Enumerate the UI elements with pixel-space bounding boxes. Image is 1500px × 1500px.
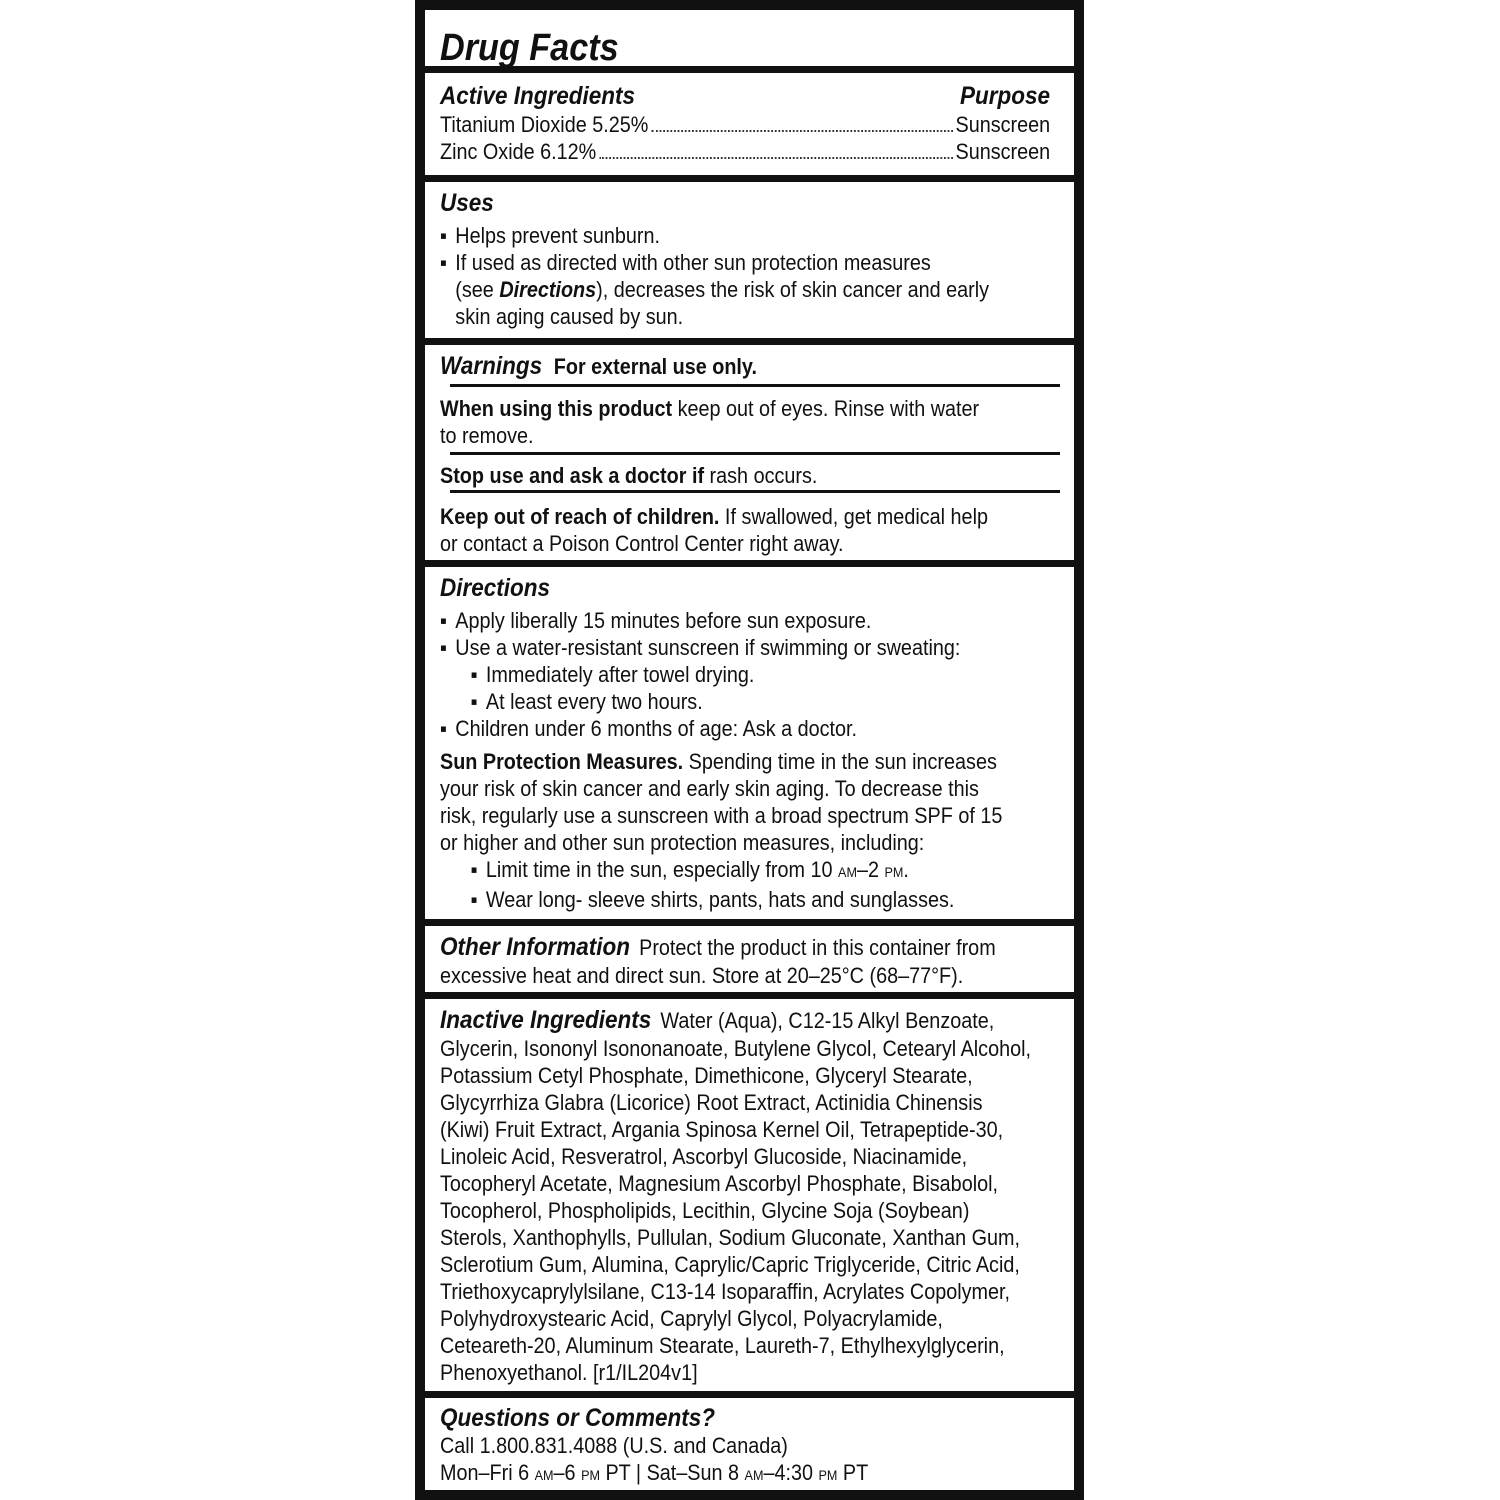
ingredient-name: Zinc Oxide 6.12%	[440, 139, 597, 164]
directions-section	[425, 567, 1074, 919]
active-ingredients-heading: Active Ingredients	[440, 82, 636, 110]
list-item: ▪ If used as directed with other sun protection measures (see Directions), decreases the risk of skin cancer and early skin aging caused by sun.	[440, 249, 1000, 330]
list-item: ▪ Limit time in the sun, especially from 10 AM–2 PM.	[440, 856, 1000, 886]
list-item: ▪ Wear long- sleeve shirts, pants, hats and sunglasses.	[440, 886, 1000, 913]
keep-out-of-reach-warning: Keep out of reach of children. If swallowed, get medical help or contact a Poison Control Center right away.	[440, 504, 988, 556]
list-item: ▪ Use a water-resistant sunscreen if swimming or sweating:	[440, 634, 1000, 661]
warnings-heading: Warnings	[440, 352, 543, 380]
phone-number: Call 1.800.831.4088 (U.S. and Canada)	[440, 1433, 788, 1458]
ingredient-purpose: Sunscreen	[955, 112, 1051, 137]
inactive-ingredients-heading: Inactive Ingredients	[440, 1006, 652, 1034]
other-information-heading: Other Information	[440, 933, 630, 961]
other-information-text: Other Information Protect the product in this container from excessive heat and direct sun. Store at 20–25°C (68–77°F).	[440, 933, 996, 988]
inactive-ingredients-section	[425, 999, 1074, 1391]
active-ingredient-row	[440, 111, 1050, 138]
active-ingredient-row	[440, 138, 1050, 165]
ingredient-purpose: Sunscreen	[955, 139, 1051, 164]
directions-heading: Directions	[440, 574, 551, 602]
list-item: ▪ Helps prevent sunburn.	[440, 222, 1000, 249]
list-item: ▪ Immediately after towel drying.	[440, 661, 1000, 688]
when-using-warning: When using this product keep out of eyes. Rinse with water to remove.	[440, 396, 980, 448]
purpose-heading: Purpose	[959, 82, 1050, 110]
warnings-section	[425, 345, 1074, 560]
hours: Mon–Fri 6 AM–6 PM PT | Sat–Sun 8 AM–4:30 PM PT	[440, 1460, 869, 1485]
questions-heading: Questions or Comments?	[440, 1404, 716, 1432]
sun-protection-measures: Sun Protection Measures. Spending time in the sun increases your risk of skin cancer and early skin aging. To decrease this risk, regularly use a sunscreen with a broad spectrum SPF of 15 or higher and other sun protection measures, including:	[440, 749, 1003, 855]
title-section	[425, 10, 1074, 69]
external-use-note: For external use only.	[553, 354, 757, 379]
divider	[450, 452, 1060, 455]
questions-section	[425, 1398, 1074, 1490]
stop-use-warning: Stop use and ask a doctor if rash occurs.	[440, 463, 818, 488]
uses-section	[425, 182, 1074, 338]
list-item: ▪ Apply liberally 15 minutes before sun exposure.	[440, 607, 1000, 634]
page-title: Drug Facts	[440, 27, 619, 69]
active-ingredients-section	[425, 73, 1074, 175]
warnings-heading-row	[440, 351, 1000, 382]
divider	[450, 384, 1060, 387]
inactive-ingredients-text: Inactive Ingredients Water (Aqua), C12-15 Alkyl Benzoate, Glycerin, Isononyl Isononanoate, Butylene Glycol, Cetearyl Alcohol, Potassium Cetyl Phosphate, Dimethicone, Glyceryl Stearate, Glycyrrhiza Glabra (Licorice) Root Extract, Actinidia Chinensis (Kiwi) Fruit Extract, Argania Spinosa Kernel Oil, Tetrapeptide-30, Linoleic Acid, Resveratrol, Ascorbyl Glucoside, Niacinamide, Tocopheryl Acetate, Magnesium Ascorbyl Phosphate, Bisabolol, Tocopherol, Phospholipids, Lecithin, Glycine Soja (Soybean) Sterols, Xanthophylls, Pullulan, Sodium Gluconate, Xanthan Gum, Sclerotium Gum, Alumina, Caprylic/Capric Triglyceride, Citric Acid, Triethoxycaprylylsilane, C13-14 Isoparaffin, Acrylates Copolymer, Polyhydroxystearic Acid, Caprylyl Glycol, Polyacrylamide, Ceteareth-20, Aluminum Stearate, Laureth-7, Ethylhexylglycerin, Phenoxyethanol. [r1/IL204v1]	[440, 1006, 1032, 1385]
list-item: ▪ At least every two hours.	[440, 688, 1000, 715]
drug-facts-panel	[415, 0, 1084, 1500]
uses-heading: Uses	[440, 189, 494, 217]
divider	[450, 490, 1060, 493]
ingredient-name: Titanium Dioxide 5.25%	[440, 112, 649, 137]
list-item: ▪ Children under 6 months of age: Ask a doctor.	[440, 715, 1000, 742]
other-information-section	[425, 926, 1074, 992]
